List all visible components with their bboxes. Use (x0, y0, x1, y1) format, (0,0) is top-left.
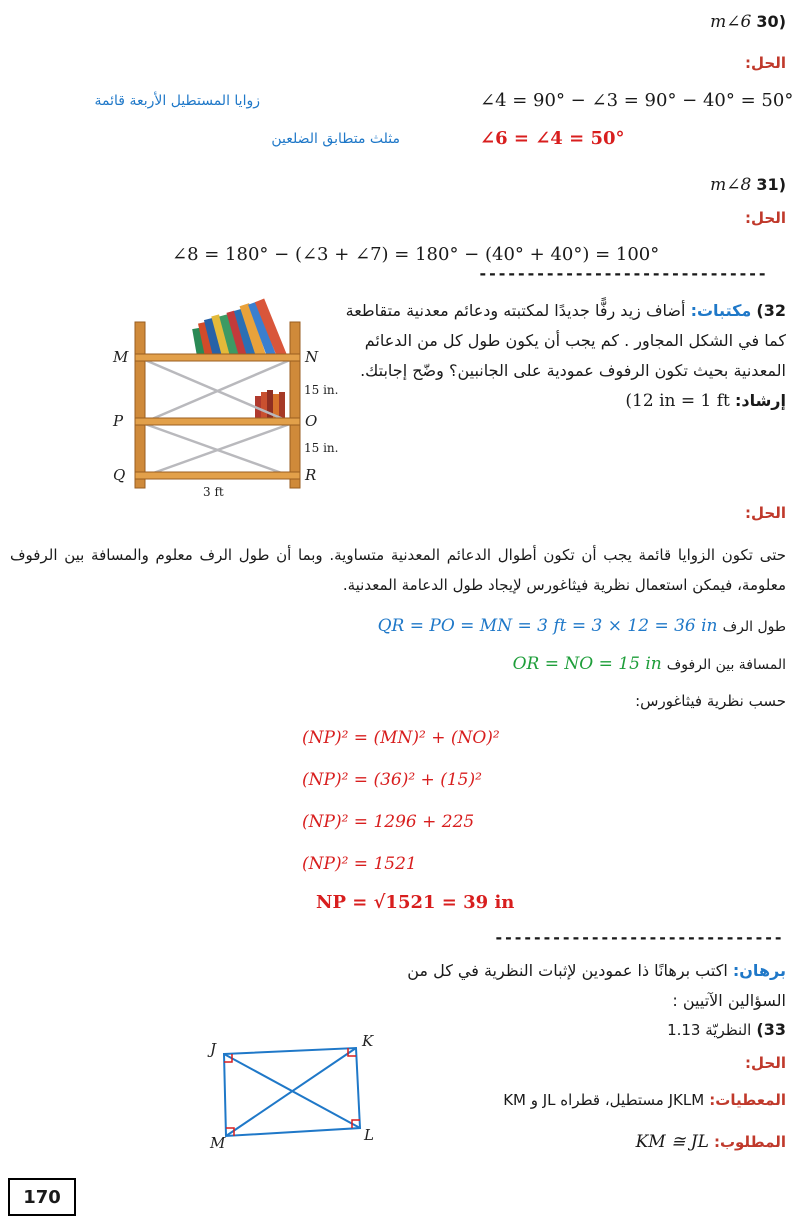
fig-label-o: O (305, 412, 318, 430)
q31-expr-text: ∠8 = 180° − (∠3 + ∠7) = 180° − (40° + 40°) = 100° (172, 244, 660, 265)
q32-number: 32) (756, 301, 786, 320)
fig-label-l: L (364, 1126, 374, 1144)
q32-step-4-text: (NP)² = 1521 (302, 854, 417, 874)
fig-dim-2: 15 in. (304, 441, 339, 455)
q33-given-label: المعطيات: (709, 1091, 786, 1109)
fig-label-m: M (113, 348, 129, 366)
q30-header (710, 12, 786, 32)
fig-label-j: J (210, 1040, 217, 1058)
q32-shelf-length (378, 616, 786, 636)
q33-given-text: JKLM مستطيل، قطراه JL و KM (503, 1091, 705, 1109)
q32-paragraph: حتى تكون الزوايا قائمة يجب أن تكون أطوال الدعائم المعدنية متساوية. وبما أن طول الرف معلوم والمسافة بين الرفوف معلومة، فيمكن استعمال نظرية فيثاغورس لإيجاد طول الدعامة المعدنية. (10, 546, 786, 594)
q32-shelf-length-label: طول الرف (722, 619, 786, 635)
q31-prompt: m∠8 (710, 175, 752, 195)
q32-step-1 (302, 728, 500, 748)
books-top-icon (192, 298, 286, 357)
q33-number: 33) (756, 1020, 786, 1039)
q32-shelf-length-expr: QR = PO = MN = 3 ft = 3 × 12 = 36 in (377, 616, 718, 636)
fig-dim-1: 15 in. (304, 383, 339, 397)
fig-label-m2: M (210, 1134, 226, 1152)
q30-line1-note: زوايا المستطيل الأربعة قائمة (94, 93, 260, 109)
separator: ------------------------------ (478, 264, 767, 283)
separator-2: ------------------------------ (494, 928, 783, 947)
q32-step-4 (302, 854, 417, 874)
q30-line1-text: ∠4 = 90° − ∠3 = 90° − 40° = 50° (480, 90, 794, 111)
q30-line2-note: مثلث متطابق الضلعين (271, 131, 400, 147)
bookshelf-figure (105, 292, 350, 502)
fig-label-q: Q (113, 466, 126, 484)
fig-label-p: P (113, 412, 124, 430)
q32-step-3 (302, 812, 474, 832)
q32-distance-label: المسافة بين الرفوف (666, 657, 786, 673)
fig-label-k: K (362, 1032, 374, 1050)
q32-distance-expr: OR = NO = 15 in (512, 654, 662, 674)
q33-heading: برهان: (732, 961, 786, 980)
q31-solution-label: الحل: (745, 209, 786, 227)
q32-pythagoras-label: حسب نظرية فيثاغورس: (635, 692, 786, 710)
q33-required (636, 1132, 786, 1152)
q32-text: أضاف زيد رفًّا جديدًا لمكتبته ودعائم معدنية متقاطعة كما في الشكل المجاور . كم يجب أن يكون طول كل من الدعائم المعدنية بحيث تكون الرفوف عمودية على الجانبين؟ وضّح إجابتك. (345, 301, 786, 380)
q31-header (710, 175, 786, 195)
fig-width: 3 ft (203, 485, 224, 499)
q33-intro: اكتب برهانًا ذا عمودين لإثبات النظرية في كل من السؤالين الآتيين : (407, 961, 786, 1010)
q31-number: (31 (756, 175, 786, 194)
q30-prompt: m∠6 (710, 12, 752, 32)
q33-theorem-line (667, 1020, 786, 1039)
fig-label-n: N (305, 348, 319, 366)
q32-step-3-text: (NP)² = 1296 + 225 (302, 812, 475, 832)
q32-step-5 (316, 892, 514, 913)
q32-distance (513, 654, 786, 674)
q32-solution-label: الحل: (745, 504, 786, 522)
q33-required-text: KM ≅ JL (635, 1132, 709, 1152)
q30-line2-expr (480, 128, 625, 149)
q32-step-2-text: (NP)² = (36)² + (15)² (302, 770, 482, 790)
q32-text-block (336, 296, 786, 416)
q33-intro-block (356, 956, 786, 1016)
q33-required-label: المطلوب: (713, 1133, 786, 1151)
rectangle-figure (180, 1032, 380, 1152)
q32-step-1-text: (NP)² = (MN)² + (NO)² (302, 728, 500, 748)
q31-expr (172, 244, 659, 265)
q32-hint-label: إرشاد: (734, 391, 786, 410)
q33-given (503, 1090, 786, 1109)
q33-theorem: النظريّة 1.13 (667, 1021, 752, 1039)
q30-line2-text: ∠6 = ∠4 = 50° (480, 128, 625, 149)
q32-heading: مكتبات: (690, 301, 752, 320)
q32-hint-value: (12 in = 1 ft (625, 391, 730, 411)
fig-label-r: R (305, 466, 317, 484)
q33-solution-label: الحل: (745, 1054, 786, 1072)
q32-step-5-text: NP = √1521 = 39 in (316, 892, 515, 913)
q32-step-2 (302, 770, 482, 790)
q30-number: (30 (756, 12, 786, 31)
q32-hint (336, 386, 786, 416)
q30-solution-label: الحل: (745, 54, 786, 72)
page-number: 170 (8, 1178, 76, 1216)
